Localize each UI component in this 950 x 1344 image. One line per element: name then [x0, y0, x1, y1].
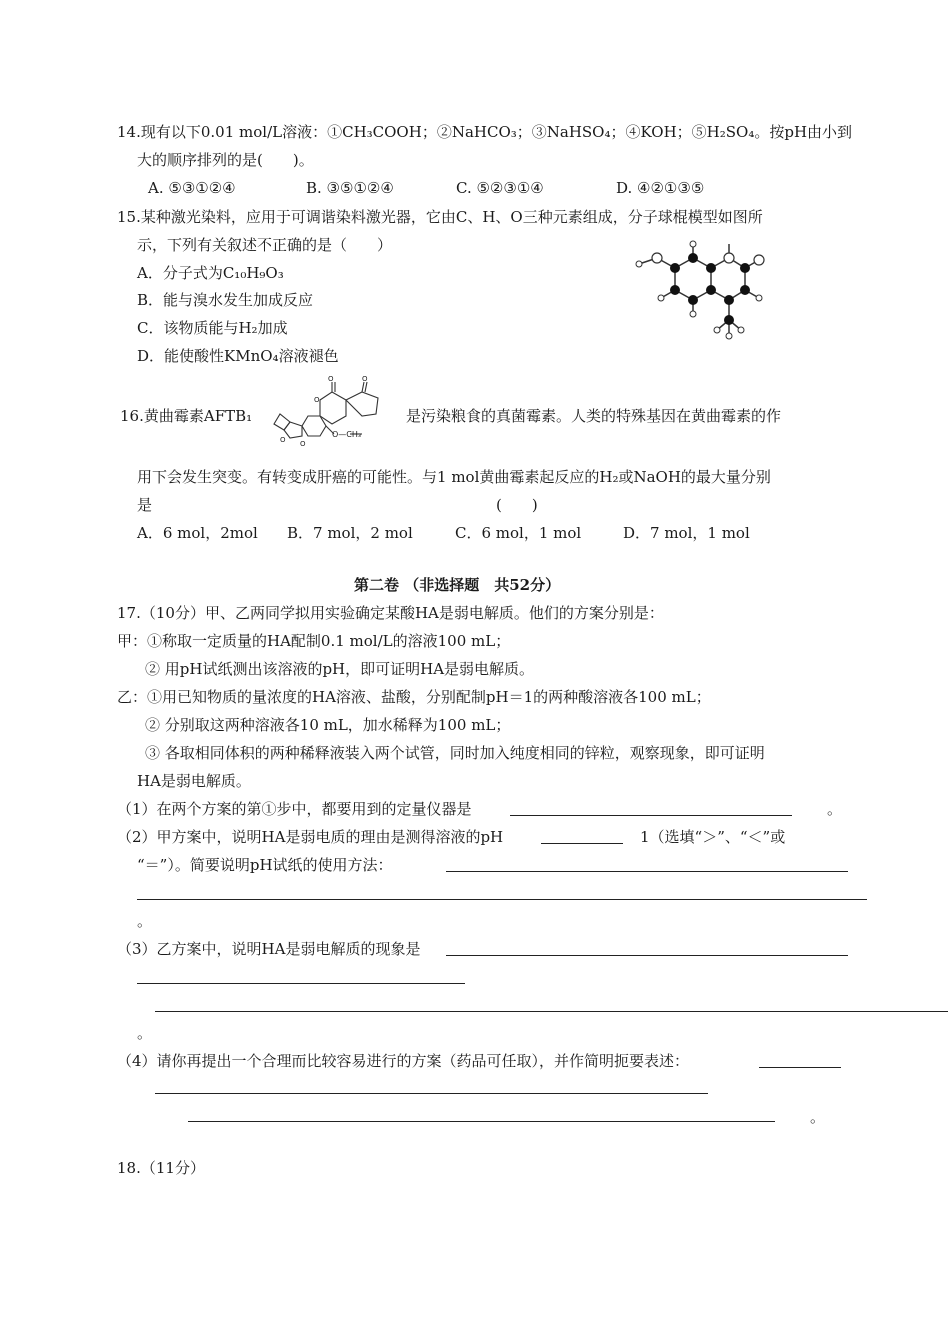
q15-stem-line2: 示，下列有关叙述不正确的是（ ） [137, 236, 393, 254]
q15-stem-line1: 15.某种激光染料，应用于可调谐染料激光器，它由C、H、O三种元素组成，分子球棍模型如图所 [117, 208, 763, 226]
q17-yi-step3: ③ 各取相同体积的两种稀释液装入两个试管，同时加入纯度相同的锌粒，观察现象，即可证明 [145, 744, 765, 762]
q15-option-b: B．能与溴水发生加成反应 [137, 291, 314, 309]
section2-title: 第二卷 （非选择题 共52分） [354, 576, 561, 594]
q17-yi-step1: 乙：①用已知物质的量浓度的HA溶液、盐酸，分别配制pH＝1的两种酸溶液各100 mL； [117, 688, 711, 706]
aflatoxin-structure-figure [270, 372, 400, 450]
q17-part1: （1）在两个方案的第①步中，都要用到的定量仪器是 [117, 800, 472, 818]
q15-option-c: C．该物质能与H₂加成 [137, 319, 288, 337]
q14-option-a: A. ⑤③①②④ [148, 179, 236, 197]
q14-stem-line2: 大的顺序排列的是( )。 [137, 151, 314, 169]
q17-part4-blank-3[interactable] [188, 1121, 775, 1122]
q17-jia-step1: 甲：①称取一定质量的HA配制0.1 mol/L的溶液100 mL； [117, 632, 511, 650]
q17-part2-period: 。 [137, 912, 153, 930]
q17-part3-period: 。 [137, 1024, 153, 1042]
q17-part2-method-blank-1[interactable] [446, 871, 848, 872]
q17-part2-method-blank-2[interactable] [137, 899, 867, 900]
q14-stem-line1: 14.现有以下0.01 mol/L溶液：①CH₃COOH；②NaHCO₃；③NaHSO₄；④KOH；⑤H₂SO₄。按pH由小到 [117, 123, 853, 141]
q17-part3-blank-3[interactable] [155, 1011, 948, 1012]
methoxy-label: O—CH₃ [332, 430, 362, 439]
q17-jia-step2: ② 用pH试纸测出该溶液的pH，即可证明HA是弱电解质。 [145, 660, 535, 678]
q16-option-d: D．7 mol，1 mol [623, 524, 750, 542]
q15-option-a: A．分子式为C₁₀H₉O₃ [137, 264, 284, 282]
q17-part4-blank-2[interactable] [155, 1093, 708, 1094]
ball-stick-model-figure [625, 238, 765, 343]
q17-part3-blank-2[interactable] [137, 983, 465, 984]
q17-intro: 17.（10分）甲、乙两同学拟用实验确定某酸HA是弱电解质。他们的方案分别是： [117, 604, 664, 622]
q17-part1-answer-blank[interactable] [510, 815, 792, 816]
q16-option-c: C．6 mol，1 mol [455, 524, 582, 542]
q17-part2-ph-blank[interactable] [541, 843, 623, 844]
q17-part4-blank-1[interactable] [759, 1067, 841, 1068]
q17-part3-blank-1[interactable] [446, 955, 848, 956]
q17-part3: （3）乙方案中，说明HA是弱电解质的现象是 [117, 940, 421, 958]
q16-stem-line3: 是 [137, 496, 153, 514]
q17-part1-period: 。 [827, 800, 843, 818]
q16-stem-line2: 用下会发生突变。有转变成肝癌的可能性。与1 mol黄曲霉素起反应的H₂或NaOH的最大量分别 [137, 468, 771, 486]
q14-option-c: C. ⑤②③①④ [456, 179, 544, 197]
q16-option-a: A．6 mol，2mol [137, 524, 258, 542]
q17-part2-line2: “＝”）。简要说明pH试纸的使用方法： [137, 856, 393, 874]
q16-option-b: B．7 mol，2 mol [287, 524, 413, 542]
q17-part2-choice: 1（选填“＞”、“＜”或 [640, 828, 786, 846]
q17-part2-line1: （2）甲方案中，说明HA是弱电质的理由是测得溶液的pH [117, 828, 504, 846]
q17-yi-step2: ② 分别取这两种溶液各10 mL，加水稀释为100 mL； [145, 716, 511, 734]
q15-option-d: D．能使酸性KMnO₄溶液褪色 [137, 347, 339, 365]
q18-stem: 18.（11分） [117, 1159, 205, 1177]
q16-answer-paren: ( ) [496, 496, 538, 514]
q14-option-b: B. ③⑤①②④ [306, 179, 394, 197]
svg-text:O: O [280, 436, 286, 444]
q17-part4: （4）请你再提出一个合理而比较容易进行的方案（药品可任取），并作简明扼要表述： [117, 1052, 690, 1070]
q16-stem-prefix: 16.黄曲霉素AFTB₁ [120, 407, 253, 425]
svg-text:O: O [300, 440, 306, 448]
svg-text:O: O [328, 375, 334, 383]
svg-text:O: O [362, 375, 368, 383]
q17-part4-period: 。 [810, 1108, 826, 1126]
q14-option-d: D. ④②①③⑤ [616, 179, 705, 197]
svg-text:O: O [314, 396, 320, 404]
q17-yi-step3-cont: HA是弱电解质。 [137, 772, 251, 790]
q16-stem-suffix: 是污染粮食的真菌霉素。人类的特殊基因在黄曲霉素的作 [406, 407, 782, 425]
